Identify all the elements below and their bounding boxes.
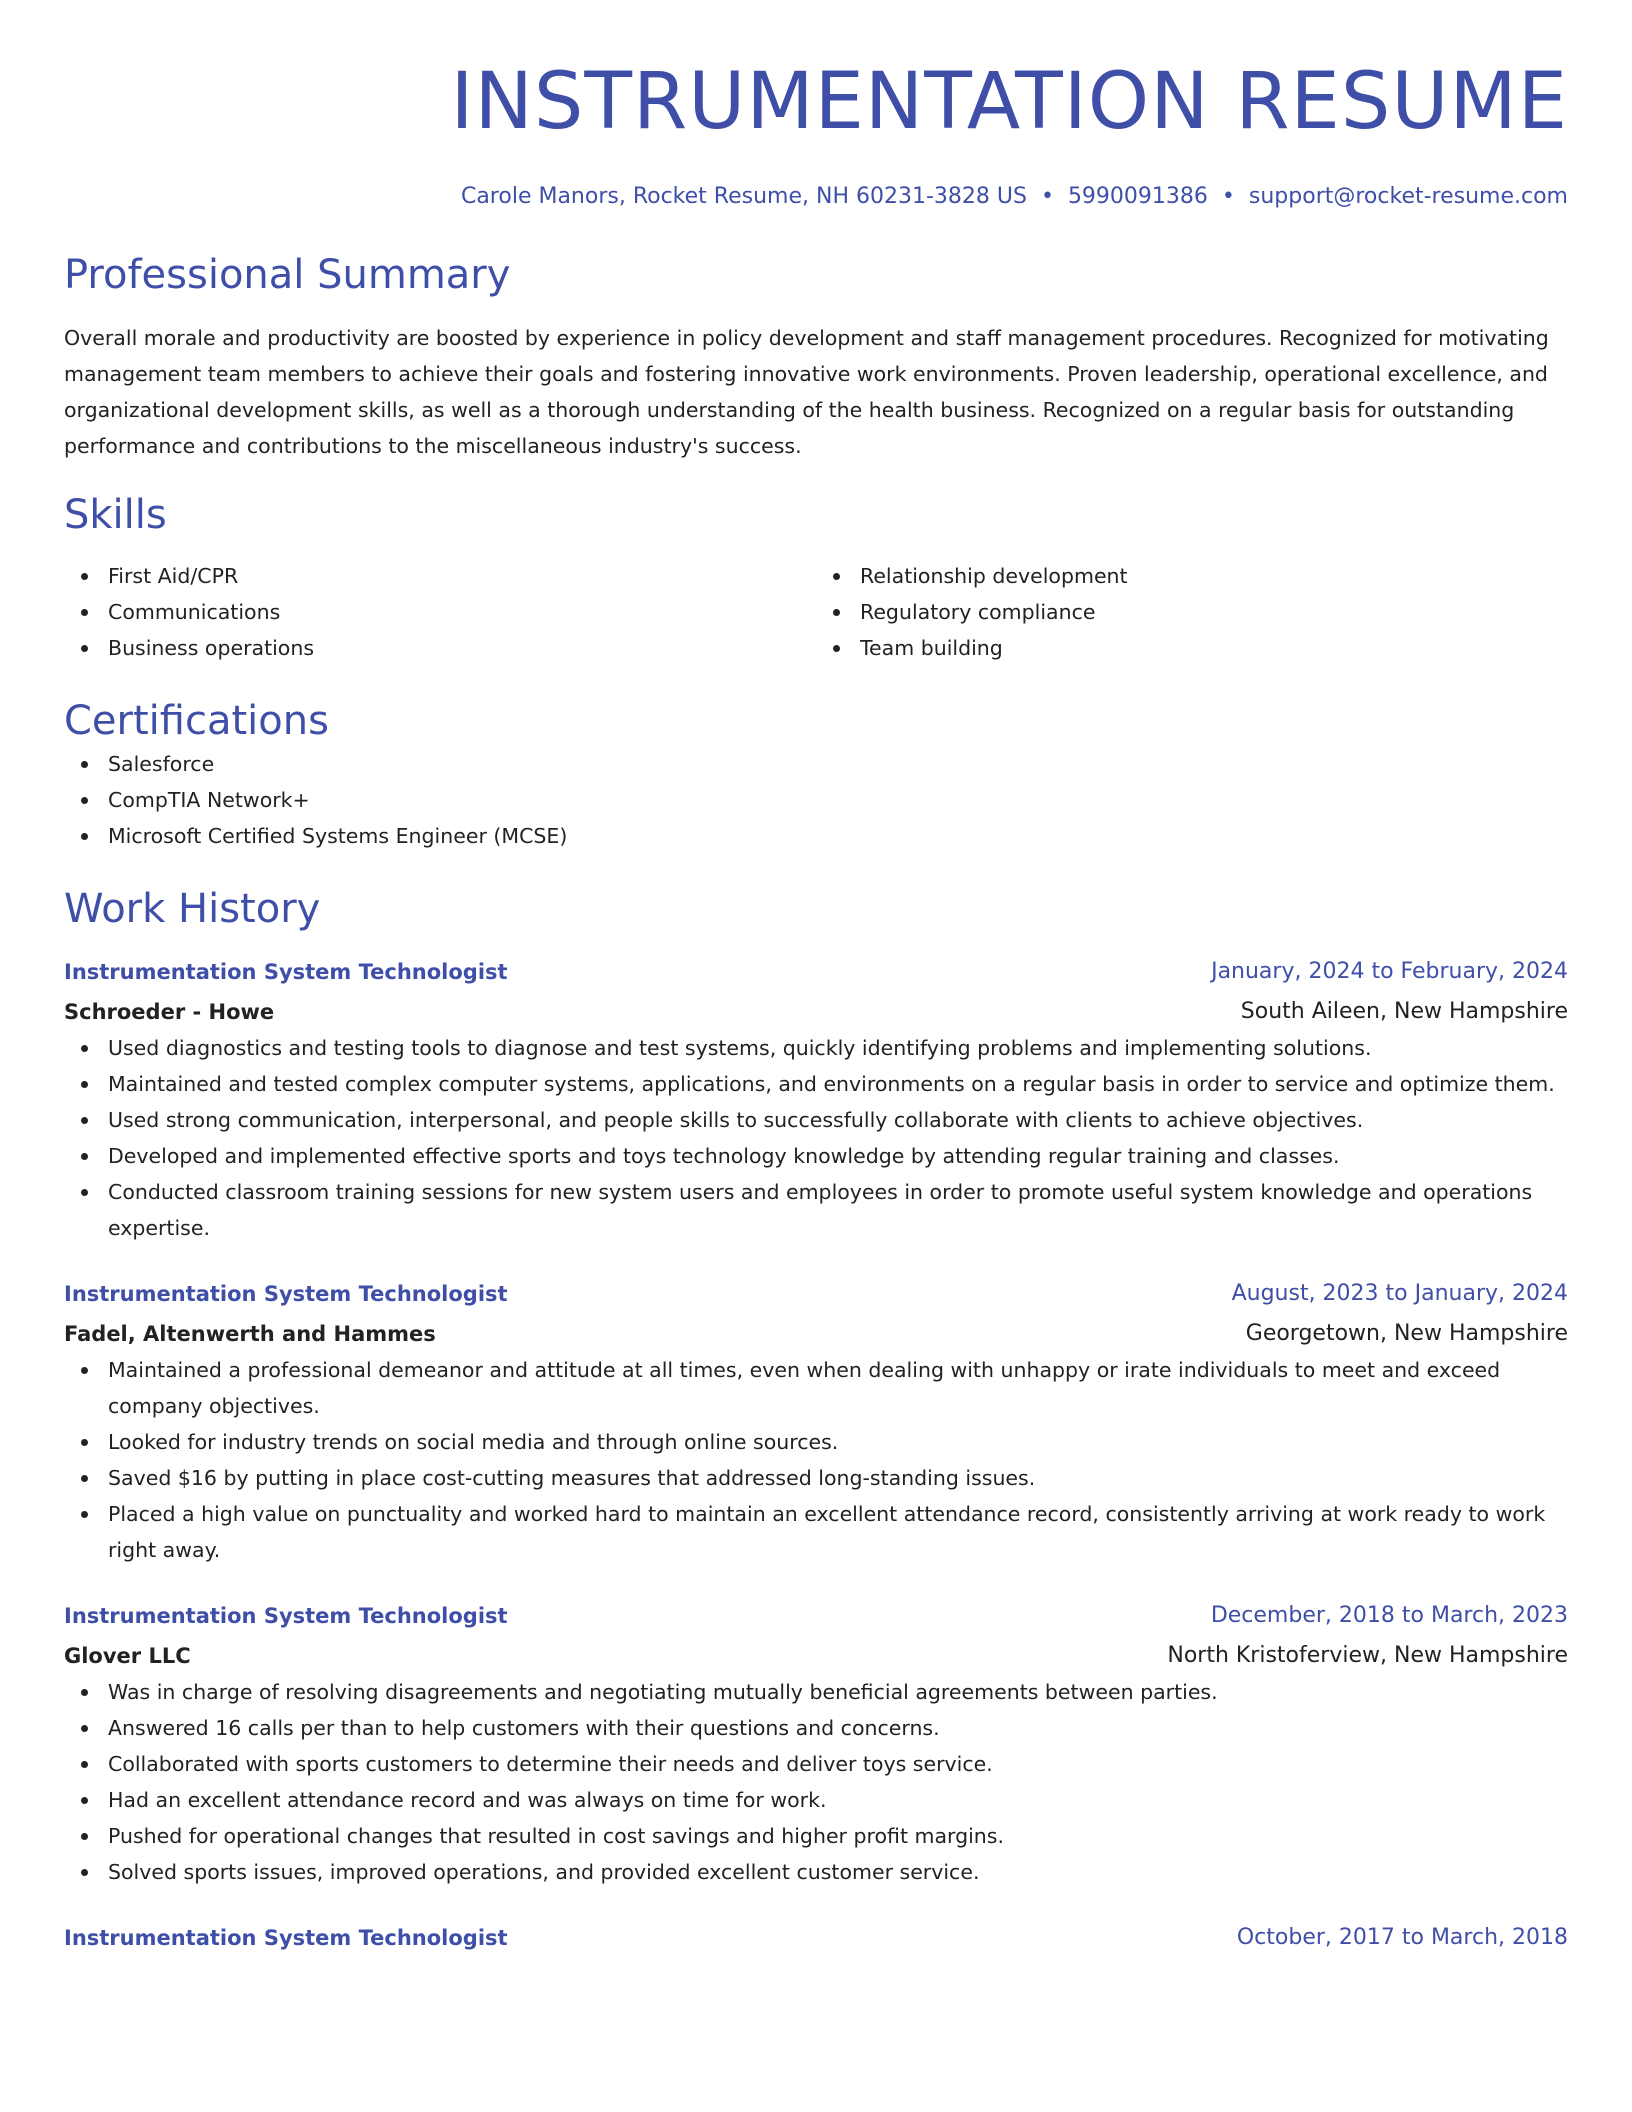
job-entry	[64, 1276, 1568, 1568]
skill-item: Regulatory compliance	[816, 594, 1568, 630]
job-entry	[64, 954, 1568, 1246]
skills-list-right	[816, 558, 1568, 666]
job-header	[64, 1276, 1568, 1312]
job-entry	[64, 1920, 1568, 1956]
job-bullet: Used strong communication, interpersonal, and people skills to successfully collaborate with clients to achieve objectives.	[64, 1102, 1568, 1138]
job-subheader	[64, 1312, 1568, 1352]
job-bullet: Conducted classroom training sessions for new system users and employees in order to promote useful system knowledge and operations expertise.	[64, 1174, 1568, 1246]
job-bullet: Maintained and tested complex computer systems, applications, and environments on a regular basis in order to service and optimize them.	[64, 1066, 1568, 1102]
job-bullets	[64, 1352, 1568, 1568]
skills-list-left	[64, 558, 816, 666]
job-bullet: Collaborated with sports customers to determine their needs and deliver toys service.	[64, 1746, 1568, 1782]
summary-text: Overall morale and productivity are boosted by experience in policy development and staff management procedures. Recognized for motivating management team members to achieve their goals and fostering innovative work environments. Proven leadership, operational excellence, and organizational development skills, as well as a thorough understanding of the health business. Recognized on a regular basis for outstanding performance and contributions to the miscellaneous industry's success.	[64, 326, 1549, 458]
skills-columns	[64, 558, 1568, 666]
resume-title: INSTRUMENTATION RESUME	[450, 57, 1568, 147]
job-title: Instrumentation System Technologist	[64, 1604, 508, 1628]
job-location: South Aileen, New Hampshire	[1240, 999, 1568, 1024]
job-title: Instrumentation System Technologist	[64, 1926, 508, 1950]
contact-phone: 5990091386	[1067, 184, 1208, 209]
job-bullet: Developed and implemented effective sports and toys technology knowledge by attending regular training and classes.	[64, 1138, 1568, 1174]
certifications-heading: Certifications	[64, 698, 329, 744]
job-header	[64, 1598, 1568, 1634]
skill-item: Team building	[816, 630, 1568, 666]
job-title: Instrumentation System Technologist	[64, 960, 508, 984]
job-location: North Kristoferview, New Hampshire	[1167, 1643, 1568, 1668]
job-company: Glover LLC	[64, 1644, 191, 1668]
certifications-list	[64, 746, 1568, 854]
skill-item: Communications	[64, 594, 816, 630]
job-subheader	[64, 1634, 1568, 1674]
job-bullets	[64, 1674, 1568, 1890]
skill-item: Business operations	[64, 630, 816, 666]
job-bullet: Solved sports issues, improved operations, and provided excellent customer service.	[64, 1854, 1568, 1890]
job-dates: October, 2017 to March, 2018	[1236, 1925, 1568, 1950]
job-company: Fadel, Altenwerth and Hammes	[64, 1322, 436, 1346]
summary-heading: Professional Summary	[64, 252, 511, 298]
job-bullet: Had an excellent attendance record and was always on time for work.	[64, 1782, 1568, 1818]
job-bullet: Answered 16 calls per than to help customers with their questions and concerns.	[64, 1710, 1568, 1746]
contact-address: Carole Manors, Rocket Resume, NH 60231-3828 US	[460, 184, 1027, 209]
contact-line	[64, 182, 1568, 212]
certification-item: Microsoft Certified Systems Engineer (MCSE)	[64, 818, 1568, 854]
skill-item: First Aid/CPR	[64, 558, 816, 594]
job-bullet: Saved $16 by putting in place cost-cutting measures that addressed long-standing issues.	[64, 1460, 1568, 1496]
skill-item: Relationship development	[816, 558, 1568, 594]
job-dates: January, 2024 to February, 2024	[1211, 959, 1568, 984]
job-company: Schroeder - Howe	[64, 1000, 275, 1024]
job-bullet: Placed a high value on punctuality and worked hard to maintain an excellent attendance record, consistently arriving at work ready to work right away.	[64, 1496, 1568, 1568]
job-bullet: Looked for industry trends on social media and through online sources.	[64, 1424, 1568, 1460]
certification-item: Salesforce	[64, 746, 1568, 782]
contact-separator: •	[1221, 184, 1235, 209]
job-dates: August, 2023 to January, 2024	[1231, 1281, 1568, 1306]
certification-item: CompTIA Network+	[64, 782, 1568, 818]
job-location: Georgetown, New Hampshire	[1245, 1321, 1568, 1346]
job-dates: December, 2018 to March, 2023	[1210, 1603, 1568, 1628]
contact-separator: •	[1040, 184, 1054, 209]
job-title: Instrumentation System Technologist	[64, 1282, 508, 1306]
work-history-heading: Work History	[64, 886, 321, 932]
job-bullets	[64, 1030, 1568, 1246]
job-header	[64, 1920, 1568, 1956]
job-bullet: Maintained a professional demeanor and attitude at all times, even when dealing with unhappy or irate individuals to meet and exceed company objectives.	[64, 1352, 1568, 1424]
job-bullet: Used diagnostics and testing tools to diagnose and test systems, quickly identifying problems and implementing solutions.	[64, 1030, 1568, 1066]
job-header	[64, 954, 1568, 990]
contact-email[interactable]: support@rocket-resume.com	[1248, 184, 1568, 209]
job-bullet: Pushed for operational changes that resulted in cost savings and higher profit margins.	[64, 1818, 1568, 1854]
job-entry	[64, 1598, 1568, 1890]
job-subheader	[64, 990, 1568, 1030]
skills-heading: Skills	[64, 492, 167, 538]
job-bullet: Was in charge of resolving disagreements and negotiating mutually beneficial agreements between parties.	[64, 1674, 1568, 1710]
